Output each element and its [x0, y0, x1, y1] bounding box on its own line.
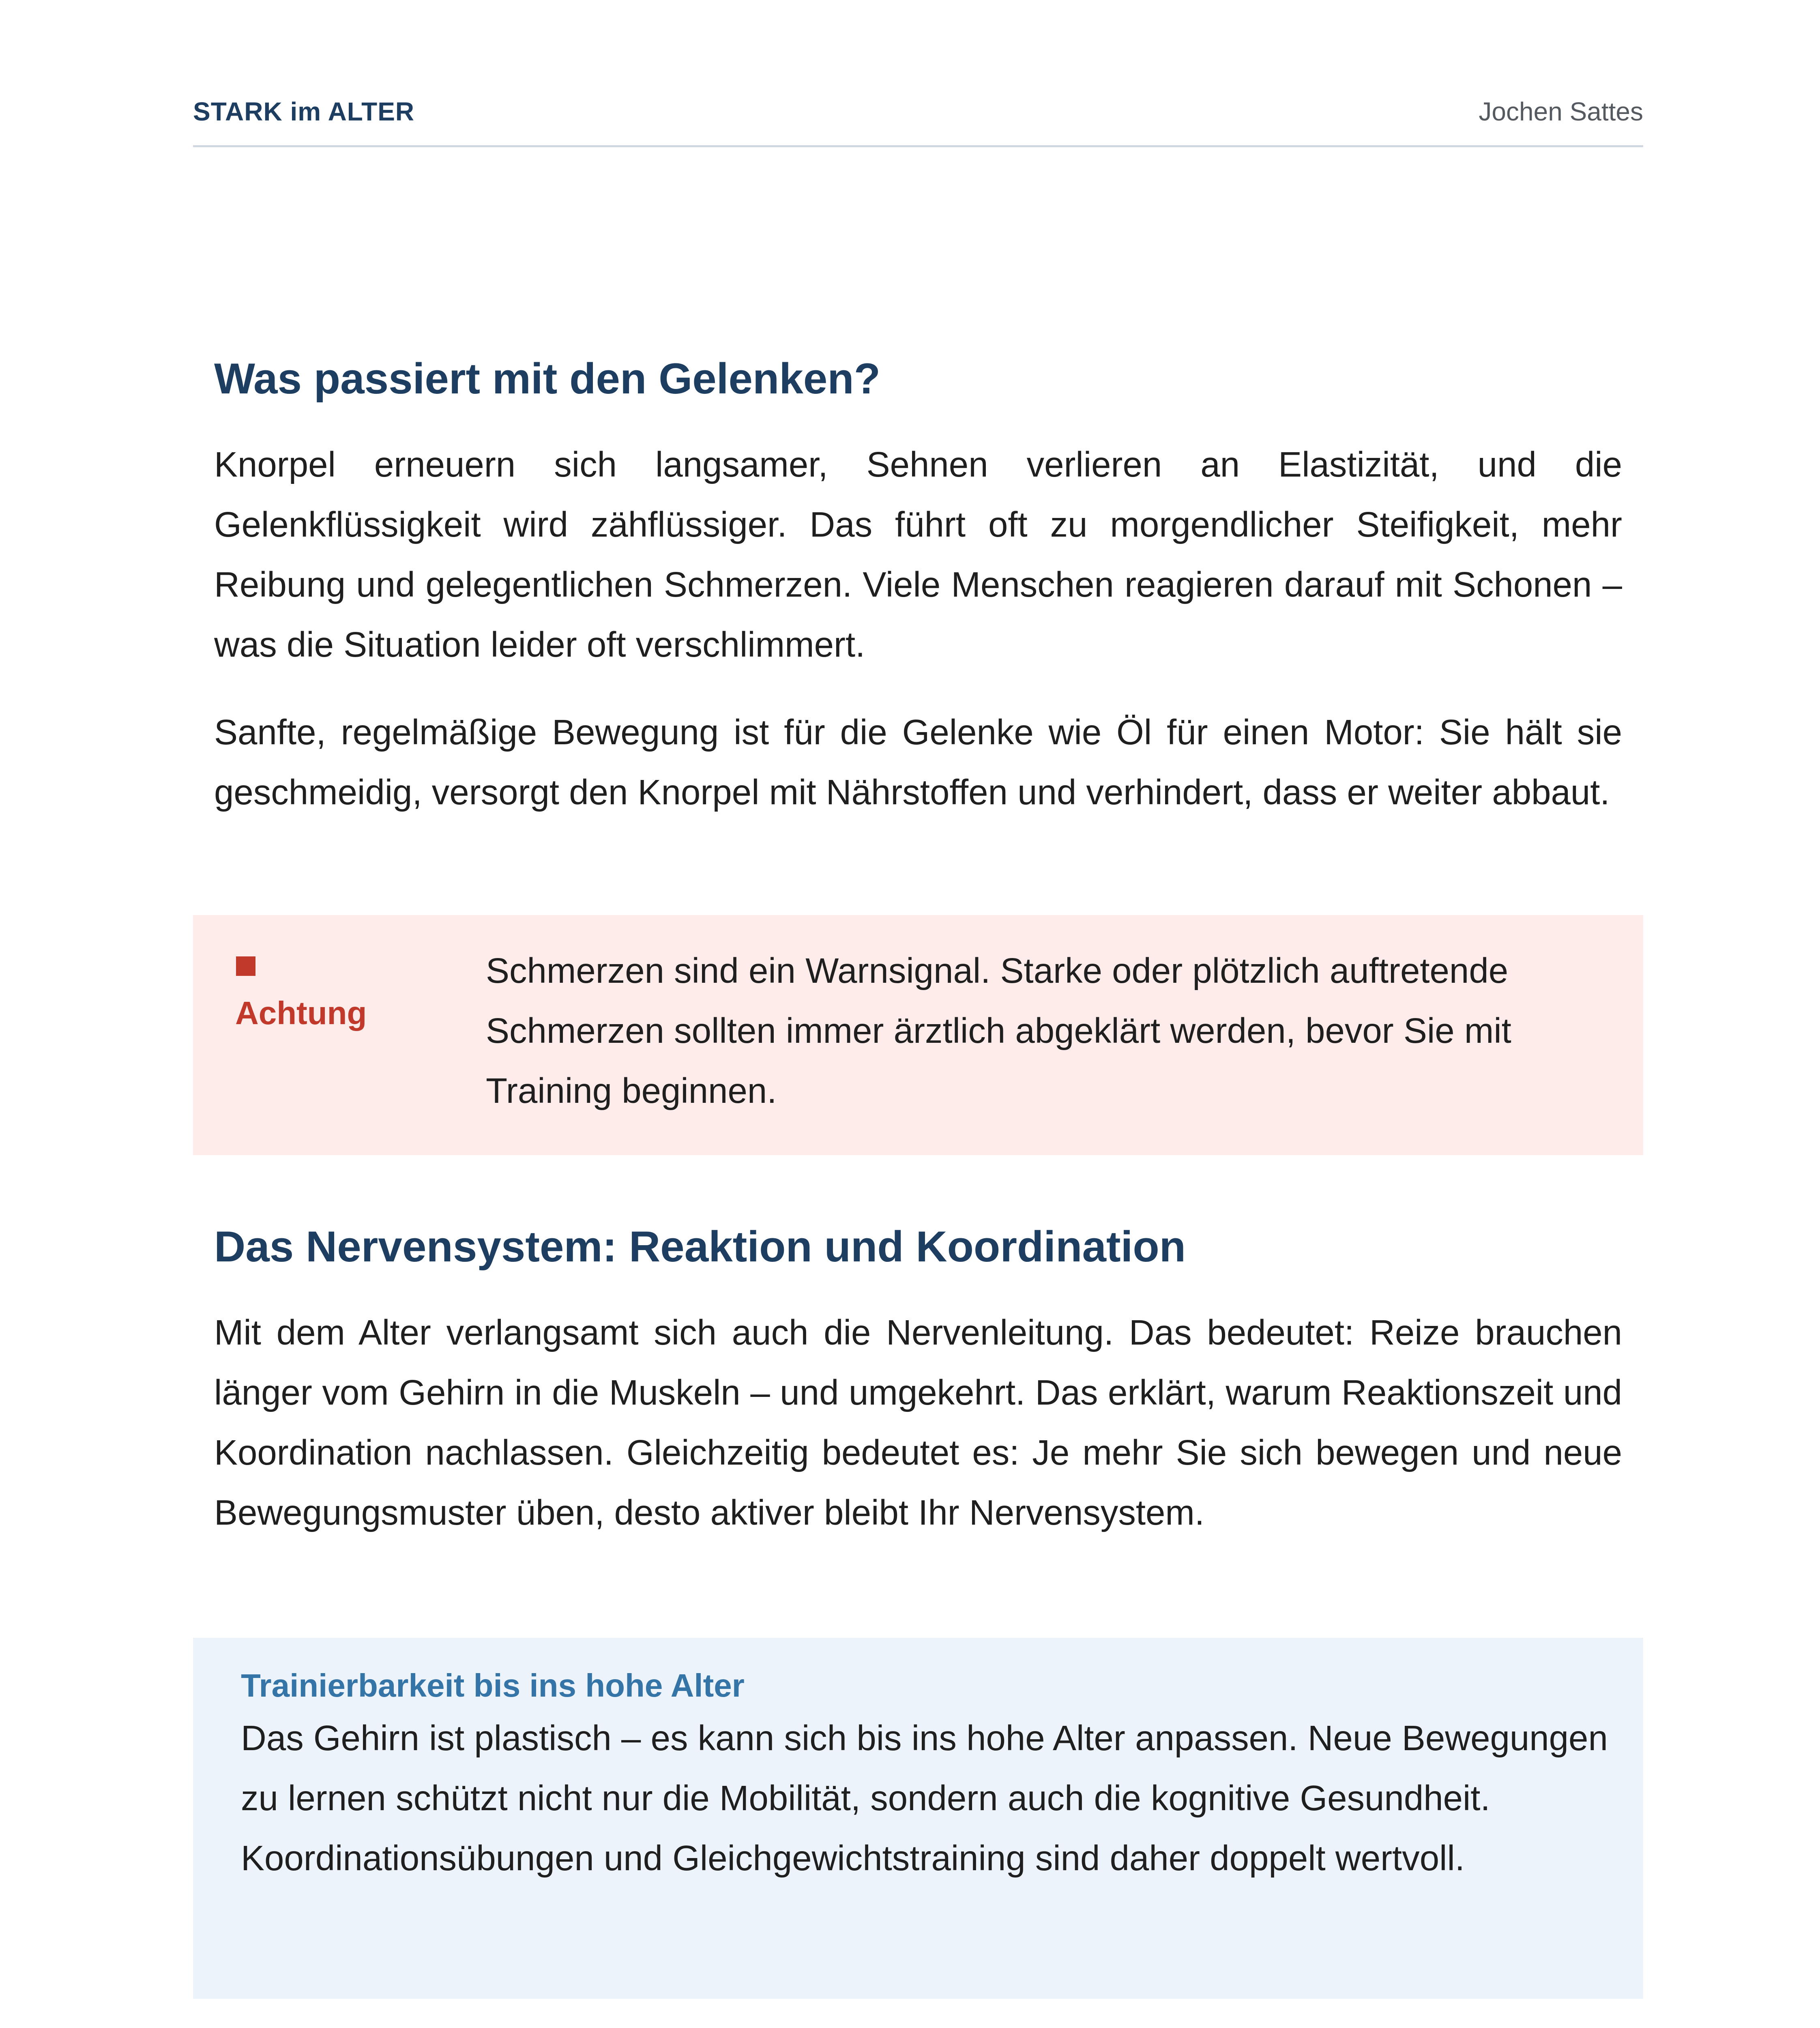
info-callout-title: Trainierbarkeit bis ins hohe Alter — [241, 1667, 745, 1704]
running-header — [193, 97, 1643, 147]
warning-square-icon — [236, 956, 255, 976]
book-title: STARK im ALTER — [193, 97, 415, 126]
warning-callout — [193, 915, 1643, 1155]
warning-label: Achtung — [235, 995, 367, 1031]
info-callout — [193, 1638, 1643, 1999]
paragraph-joints-1: Knorpel erneuern sich langsamer, Sehnen verlieren an Elastizität, und die Gelenkflüssigkeit wird zähflüssiger. Das führt oft zu morgendlicher Steifigkeit, mehr Reibung und gelegentlichen Schmerzen. Viele Menschen reagieren darauf mit Schonen – was die Situation leider oft verschlimmert. — [214, 445, 1622, 664]
section-heading-joints: Was passiert mit den Gelenken? — [214, 354, 881, 403]
paragraph-joints-2: Sanfte, regelmäßige Bewegung ist für die Gelenke wie Öl für einen Motor: Sie hält sie geschmeidig, versorgt den Knorpel mit Nährstoffen und verhindert, dass er weiter abbaut. — [214, 713, 1622, 812]
paragraph-nervous-system: Mit dem Alter verlangsamt sich auch die Nervenleitung. Das bedeutet: Reize brauchen länger vom Gehirn in die Muskeln – und umgekehrt. Das erklärt, warum Reaktionszeit und Koordination nachlassen. Gleichzeitig bedeutet es: Je mehr Sie sich bewegen und neue Bewegungsmuster üben, desto aktiver bleibt Ihr Nervensystem. — [214, 1313, 1622, 1532]
section-heading-nervous-system: Das Nervensystem: Reaktion und Koordination — [214, 1222, 1186, 1271]
author-name: Jochen Sattes — [1479, 97, 1643, 126]
warning-text: Schmerzen sind ein Warnsignal. Starke oder plötzlich auftretende Schmerzen sollten immer ärztlich abgeklärt werden, bevor Sie mit Training beginnen. — [486, 951, 1511, 1111]
info-callout-text: Das Gehirn ist plastisch – es kann sich bis ins hohe Alter anpassen. Neue Bewegungen zu lernen schützt nicht nur die Mobilität, sondern auch die kognitive Gesundheit. Koordinationsübungen und Gleichgewichtstraining sind daher doppelt wertvoll. — [241, 1719, 1608, 1878]
